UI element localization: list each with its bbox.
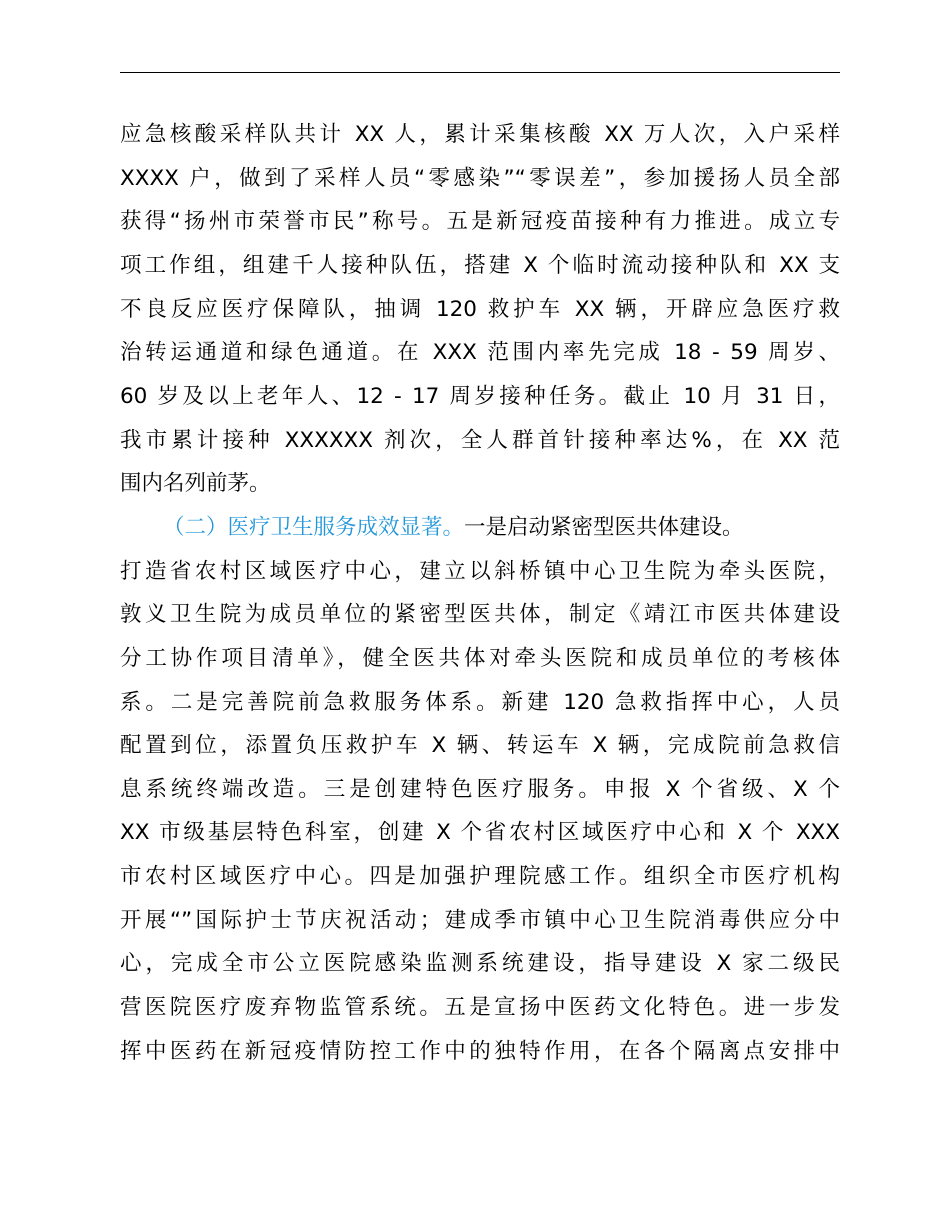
text-line: 开展“”国际护士节庆祝活动；建成季市镇中心卫生院消毒供应分中 xyxy=(120,908,840,933)
text-line: 打造省农村区域医疗中心，建立以斜桥镇中心卫生院为牵头医院， xyxy=(120,559,840,584)
text-span: 一是启动紧密型医共体建设。 xyxy=(464,515,744,540)
text-line: 息系统终端改造。三是创建特色医疗服务。申报 X 个省级、X 个 xyxy=(120,777,840,802)
text-line: 敦义卫生院为成员单位的紧密型医共体，制定《靖江市医共体建设 xyxy=(120,602,840,627)
text-line: 营医院医疗废弃物监管系统。五是宣扬中医药文化特色。进一步发 xyxy=(120,995,840,1020)
text-line: 应急核酸采样队共计 XX 人，累计采集核酸 XX 万人次，入户采样 xyxy=(120,122,840,147)
text-line: 市农村区域医疗中心。四是加强护理院感工作。组织全市医疗机构 xyxy=(120,864,840,889)
paragraph-2-first-line xyxy=(163,513,840,543)
text-line: 获得“扬州市荣誉市民”称号。五是新冠疫苗接种有力推进。成立专 xyxy=(120,209,840,234)
text-line: 配置到位，添置负压救护车 X 辆、转运车 X 辆，完成院前急救信 xyxy=(120,733,840,758)
text-line: 心，完成全市公立医院感染监测系统建设，指导建设 X 家二级民 xyxy=(120,951,840,976)
text-line: 系。二是完善院前急救服务体系。新建 120 急救指挥中心，人员 xyxy=(120,690,840,715)
text-line: XX 市级基层特色科室，创建 X 个省农村区域医疗中心和 X 个 XXX xyxy=(120,820,840,845)
text-line: XXXX 户，做到了采样人员“零感染”“零误差”，参加援扬人员全部 xyxy=(120,166,840,191)
text-line: 围内名列前茅。 xyxy=(120,471,271,496)
text-line: 治转运通道和绿色通道。在 XXX 范围内率先完成 18 - 59 周岁、 xyxy=(120,340,840,365)
text-line: 60 岁及以上老年人、12 - 17 周岁接种任务。截止 10 月 31 日， xyxy=(120,384,840,409)
text-line: 挥中医药在新冠疫情防控工作中的独特作用，在各个隔离点安排中 xyxy=(120,1039,840,1064)
text-line: 分工协作项目清单》，健全医共体对牵头医院和成员单位的考核体 xyxy=(120,646,840,671)
header-rule xyxy=(120,72,840,73)
section-heading: （二）医疗卫生服务成效显著。 xyxy=(163,515,465,540)
text-line: 项工作组，组建千人接种队伍，搭建 X 个临时流动接种队和 XX 支 xyxy=(120,253,840,278)
text-line: 我市累计接种 XXXXXX 剂次，全人群首针接种率达%，在 XX 范 xyxy=(120,428,840,453)
text-line: 不良反应医疗保障队，抽调 120 救护车 XX 辆，开辟应急医疗救 xyxy=(120,297,840,322)
